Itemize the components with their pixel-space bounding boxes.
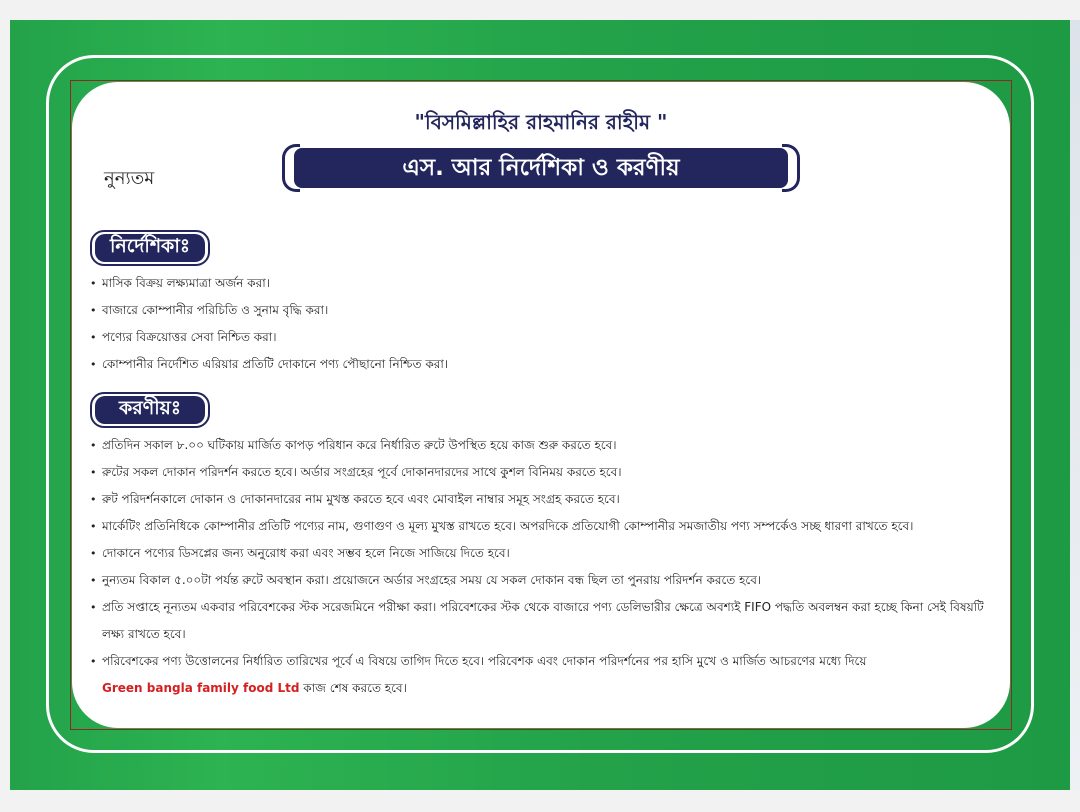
list-item: • দোকানে পণ্যের ডিসপ্লের জন্য অনুরোধ করা এবং সম্ভব হলে নিজে সাজিয়ে দিতে হবে। xyxy=(90,540,995,567)
list-item: • পণ্যের বিক্রয়োত্তর সেবা নিশ্চিত করা। xyxy=(90,324,995,351)
bullet-icon: • xyxy=(90,331,97,344)
list-item: • প্রতিদিন সকাল ৮.০০ ঘটিকায় মার্জিত কাপড় পরিধান করে নির্ধারিত রুটে উপস্থিত হয়ে কাজ শুরু করতে হবে। xyxy=(90,432,995,459)
bullet-icon: • xyxy=(90,547,97,560)
bullet-icon: • xyxy=(90,493,97,506)
bullet-icon: • xyxy=(90,466,97,479)
duties-list xyxy=(90,432,995,702)
content-card xyxy=(72,82,1010,728)
bullet-icon: • xyxy=(90,439,97,452)
list-item: • নুন্যতম বিকাল ৫.০০টা পর্যন্ত রুটে অবস্থান করা। প্রয়োজনে অর্ডার সংগ্রহের সময় যে সকল দোকান বন্ধ ছিল তা পুনরায় পরিদর্শন করতে হবে। xyxy=(90,567,995,594)
bullet-icon: • xyxy=(90,655,97,668)
company-name: Green bangla family food Ltd xyxy=(102,681,300,695)
list-item: • রুট পরিদর্শনকালে দোকান ও দোকানদারের নাম মুখস্ত করতে হবে এবং মোবাইল নাম্বার সমূহ সংগ্রহ করতে হবে। xyxy=(90,486,995,513)
guidelines-heading-tag xyxy=(90,230,210,266)
edge-strip xyxy=(1070,20,1080,790)
bismillah-header: "বিসমিল্লাহির রাহমানির রাহীম " xyxy=(414,110,668,134)
list-item: • প্রতি সপ্তাহে নূন্যতম একবার পরিবেশকের স্টক সরেজমিনে পরীক্ষা করা। পরিবেশকের স্টক থেকে বাজারে পণ্য ডেলিভারীর ক্ষেত্রে অবশ্যই FIFO পদ্ধতি অবলম্বন করা হচ্ছে কিনা সেই বিষয়টি লক্ষ্য রাখতে হবে। xyxy=(90,594,995,648)
minimum-label: নুন্যতম xyxy=(104,168,155,189)
list-item: • মার্কেটিং প্রতিনিধিকে কোম্পানীর প্রতিটি পণ্যের নাম, গুণাগুণ ও মূল্য মুখস্ত রাখতে হবে। অপরদিকে প্রতিযোগী কোম্পানীর সমজাতীয় পণ্য সম্পর্কেও সচ্ছ ধারণা রাখতে হবে। xyxy=(90,513,995,540)
bullet-icon: • xyxy=(90,304,97,317)
guidelines-heading: নির্দেশিকাঃ xyxy=(95,234,205,262)
closing-text: কাজ শেষ করতে হবে। xyxy=(299,681,407,695)
duties-heading: করণীয়ঃ xyxy=(95,396,205,424)
bullet-icon: • xyxy=(90,358,97,371)
bullet-icon: • xyxy=(90,601,97,614)
list-item: • রুটের সকল দোকান পরিদর্শন করতে হবে। অর্ডার সংগ্রহের পূর্বে দোকানদারদের সাথে কুশল বিনিময় করতে হবে। xyxy=(90,459,995,486)
list-item: • বাজারে কোম্পানীর পরিচিতি ও সুনাম বৃদ্ধি করা। xyxy=(90,297,995,324)
page-title: এস. আর নির্দেশিকা ও করণীয় xyxy=(294,148,788,188)
title-banner xyxy=(282,144,800,196)
duties-heading-tag xyxy=(90,392,210,428)
list-item: • কোম্পানীর নির্দেশিত এরিয়ার প্রতিটি দোকানে পণ্য পৌছানো নিশ্চিত করা। xyxy=(90,351,995,378)
list-item: • পরিবেশকের পণ্য উত্তোলনের নির্ধারিত তারিখের পূর্বে এ বিষয়ে তাগিদ দিতে হবে। পরিবেশক এবং দোকান পরিদর্শনের পর হাসি মুখে ও মার্জিত আচরণের মধ্যে দিয়ে Green bangla family food Ltd কাজ শেষ করতে হবে। xyxy=(90,648,995,702)
bullet-icon: • xyxy=(90,277,97,290)
bullet-icon: • xyxy=(90,520,97,533)
list-item: • মাসিক বিক্রয় লক্ষ্যমাত্রা অর্জন করা। xyxy=(90,270,995,297)
bullet-icon: • xyxy=(90,574,97,587)
guidelines-list xyxy=(90,270,995,378)
